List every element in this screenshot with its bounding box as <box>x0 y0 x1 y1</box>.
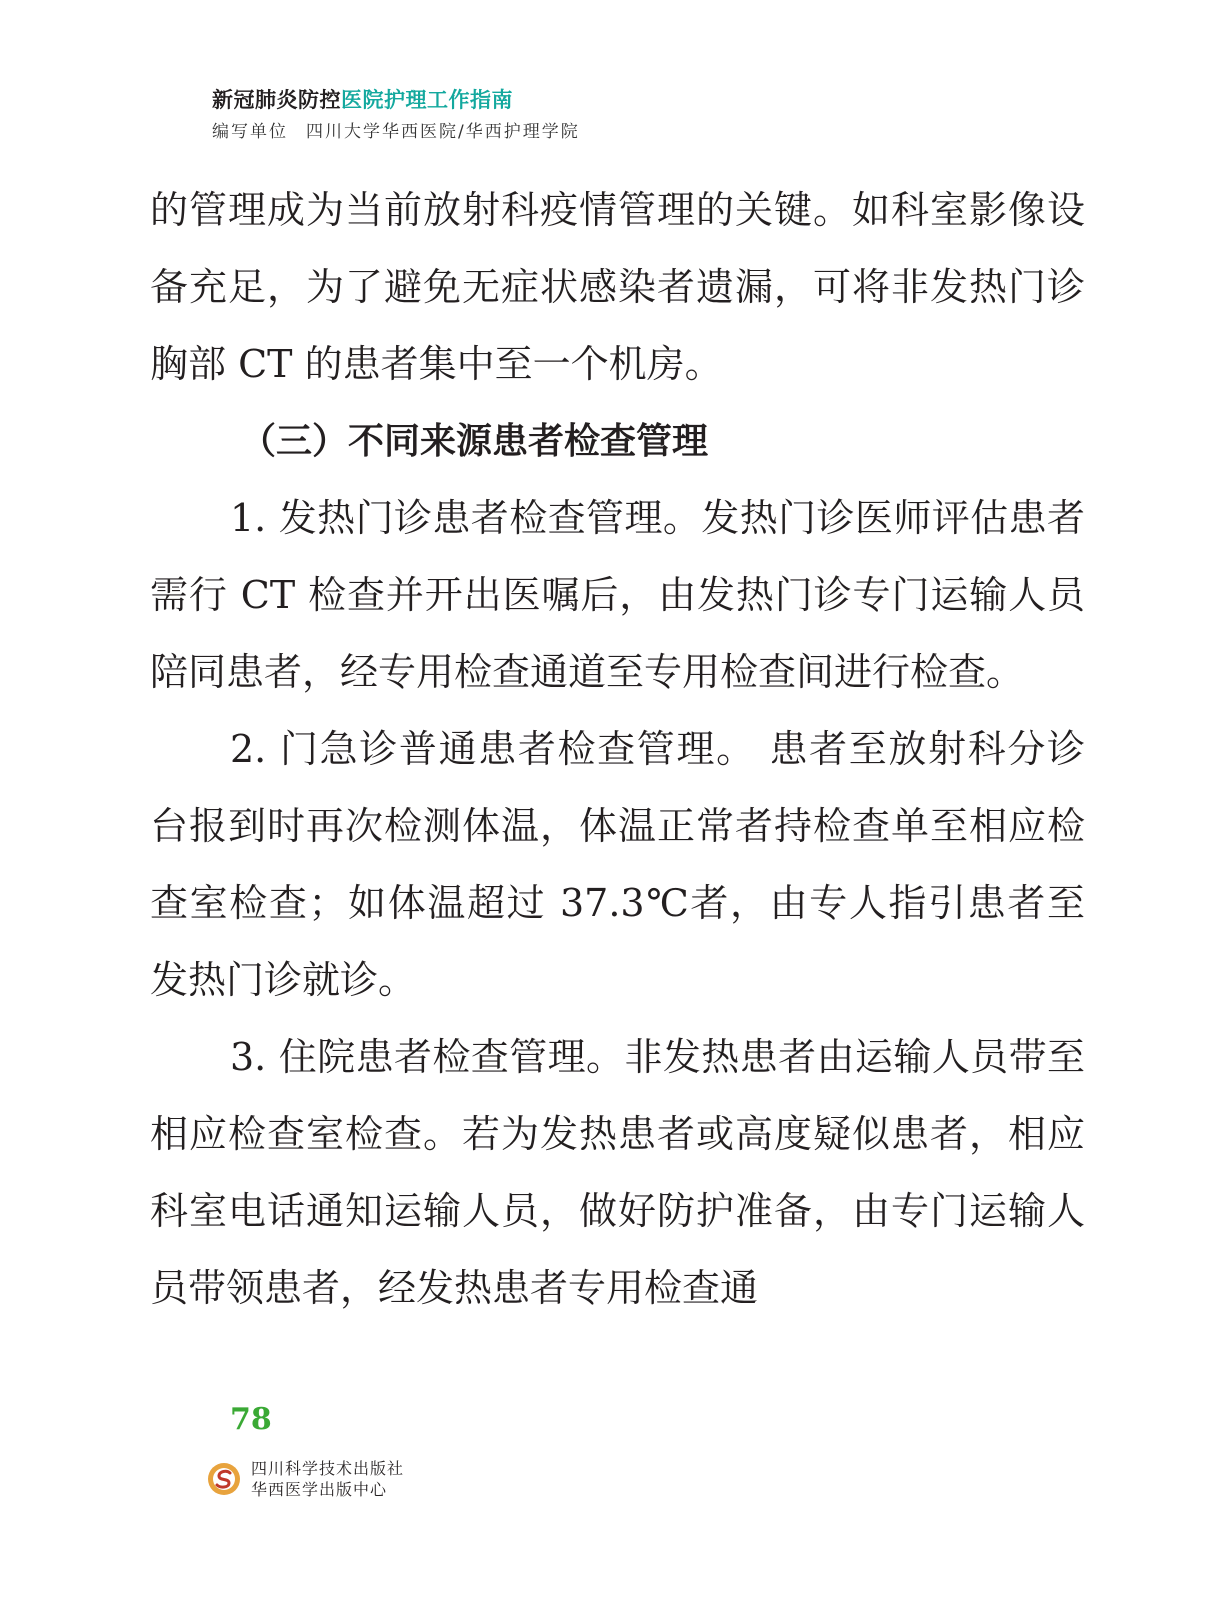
publisher-block <box>207 1458 404 1500</box>
paragraph-item-1: 1. 发热门诊患者检查管理。发热门诊医师评估患者需行 CT 检查并开出医嘱后，由发热门诊专门运输人员陪同患者，经专用检查通道至专用检查间进行检查。 <box>150 496 1085 694</box>
publisher-name-1: 四川科学技术出版社 <box>251 1459 405 1478</box>
editor-line <box>212 120 580 144</box>
section-heading: （三）不同来源患者检查管理 <box>240 421 709 462</box>
publisher-logo-icon <box>207 1462 241 1496</box>
main-content <box>150 172 1085 1327</box>
paragraph-item-3: 3. 住院患者检查管理。非发热患者由运输人员带至相应检查室检查。若为发热患者或高度疑似患者，相应科室电话通知运输人员，做好防护准备，由专门运输人员带领患者，经发热患者专用检查通 <box>150 1035 1085 1310</box>
book-title <box>212 86 513 114</box>
editor-label: 编写单位 <box>212 122 288 142</box>
paragraph-intro: 的管理成为当前放射科疫情管理的关键。如科室影像设备充足，为了避免无症状感染者遗漏，可将非发热门诊胸部 CT 的患者集中至一个机房。 <box>150 188 1085 386</box>
publisher-name-2: 华西医学出版中心 <box>251 1480 388 1499</box>
page-number: 78 <box>230 1402 272 1437</box>
paragraph-item-2: 2. 门急诊普通患者检查管理。 患者至放射科分诊台报到时再次检测体温，体温正常者持检查单至相应检查室检查；如体温超过 37.3℃者，由专人指引患者至发热门诊就诊。 <box>150 727 1085 1002</box>
book-title-part2: 医院护理工作指南 <box>341 88 513 112</box>
editor-value: 四川大学华西医院/华西护理学院 <box>306 122 580 142</box>
book-title-part1: 新冠肺炎防控 <box>212 88 341 112</box>
